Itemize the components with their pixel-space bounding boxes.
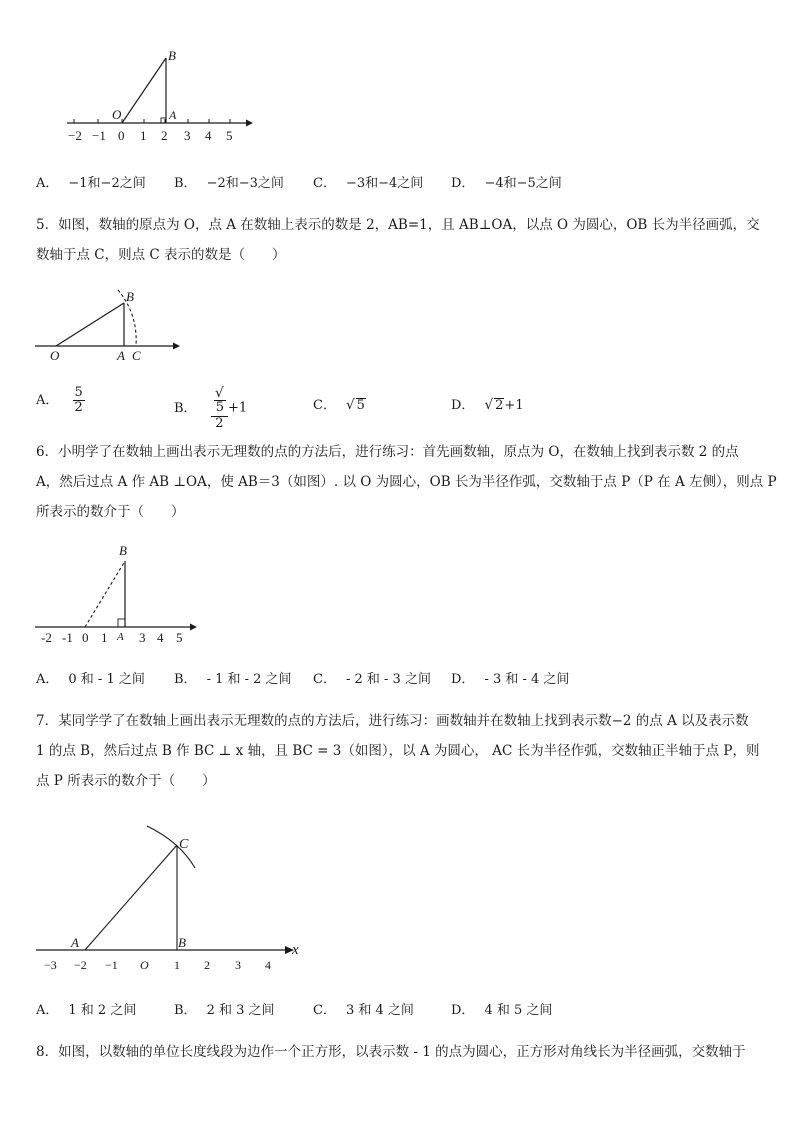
q5-figure-svg [30, 284, 190, 364]
q6-options [36, 668, 776, 690]
option-text: −4和−5之间 [484, 176, 562, 191]
q7-figure-svg [30, 820, 310, 975]
radical-icon: √ [214, 385, 224, 401]
q7-label-b: B [178, 935, 186, 950]
radicand: 2 [495, 398, 504, 413]
q4-tick-label: 5 [226, 128, 233, 143]
radical-icon: √ [484, 397, 494, 413]
q7-tick-label: 1 [174, 958, 180, 972]
option-tail: +1 [227, 400, 248, 416]
q6-label-b: B [119, 543, 127, 558]
radicand: 5 [356, 398, 365, 413]
q5-option-a[interactable] [36, 386, 85, 414]
q5-label-b: B [126, 289, 134, 304]
option-letter: C． [313, 1003, 336, 1018]
option-letter: B． [174, 400, 197, 416]
q4-number-line-figure [60, 44, 260, 144]
q6-tick-label: -2 [41, 630, 52, 645]
option-letter: A． [36, 392, 59, 408]
q4-options [36, 172, 776, 194]
option-letter: D． [451, 398, 475, 413]
q4-figure-svg [60, 44, 260, 144]
q7-axis-x-label: x [292, 942, 299, 958]
q4-option-b[interactable] [174, 172, 284, 191]
q8-question [36, 1037, 766, 1067]
q7-question [36, 706, 766, 796]
q5-label-c: C [132, 348, 141, 363]
q6-tick-label: 4 [157, 630, 164, 645]
q5-label-a: A [117, 348, 125, 363]
q6-tick-label: 5 [176, 630, 183, 645]
q5-label-o: O [50, 348, 60, 363]
q4-label-a: A [169, 108, 177, 122]
q7-line-3: 点 P 所表示的数介于（ ） [36, 773, 216, 789]
option-letter: C． [313, 398, 336, 413]
q7-option-c[interactable] [313, 999, 414, 1018]
q6-number-line-figure [30, 540, 210, 650]
option-text: - 2 和 - 3 之间 [345, 672, 431, 687]
option-text: - 1 和 - 2 之间 [206, 672, 292, 687]
q7-label-c: C [179, 837, 189, 852]
numerator [211, 386, 228, 417]
q5-line-2: 数轴于点 C，则点 C 表示的数是（ ） [36, 247, 286, 263]
option-text: 4 和 5 之间 [484, 1003, 553, 1018]
option-text: −2和−3之间 [206, 176, 284, 191]
q5-options [36, 382, 776, 431]
q6-tick-label: -1 [62, 630, 73, 645]
option-letter: A． [36, 1003, 59, 1018]
q7-tick-label: −2 [74, 958, 87, 972]
q7-tick-label: 2 [204, 958, 210, 972]
q6-option-d[interactable] [451, 668, 569, 687]
q7-tick-label: −3 [44, 958, 57, 972]
q5-figure [30, 284, 190, 364]
option-letter: D． [451, 672, 475, 687]
q4-tick-label: −2 [68, 128, 82, 143]
q4-tick-label: 3 [184, 128, 191, 143]
option-letter: B． [174, 672, 197, 687]
q6-tick-label: 3 [139, 630, 146, 645]
q4-option-c[interactable] [313, 172, 423, 191]
q5-option-c[interactable] [313, 394, 366, 413]
q5-option-d[interactable] [451, 394, 524, 413]
option-letter: B． [174, 176, 197, 191]
denominator: 2 [215, 415, 224, 431]
q4-option-a[interactable] [36, 172, 146, 191]
q7-line-2: 1 的点 B，然后过点 B 作 BC ⊥ x 轴，且 BC = 3（如图），以 A 为圆心， AC 长为半径作弧，交数轴正半轴于点 P，则 [36, 743, 760, 759]
q4-label-b: B [168, 48, 176, 63]
option-text: - 3 和 - 4 之间 [484, 672, 570, 687]
radicand: 5 [215, 400, 224, 416]
q7-option-a[interactable] [36, 999, 136, 1018]
q6-figure-svg [30, 540, 210, 650]
option-text: 2 和 3 之间 [206, 1003, 275, 1018]
q6-option-a[interactable] [36, 668, 145, 687]
q6-label-a: A [117, 631, 124, 643]
q7-line-1: 7．某同学学了在数轴上画出表示无理数的点的方法后，进行练习：画数轴并在数轴上找到表示数−2 的点 A 以及表示数 [36, 713, 749, 729]
q6-option-c[interactable] [313, 668, 431, 687]
option-letter: D． [451, 1003, 475, 1018]
option-text: −1和−2之间 [68, 176, 146, 191]
q7-option-d[interactable] [451, 999, 552, 1018]
option-letter: A． [36, 176, 59, 191]
option-letter: B． [174, 1003, 197, 1018]
q7-tick-label: 4 [265, 958, 271, 972]
q6-tick-label: 0 [82, 630, 89, 645]
q4-label-o: O [112, 107, 122, 122]
q6-question [36, 437, 777, 527]
q7-option-b[interactable] [174, 999, 275, 1018]
option-text: 3 和 4 之间 [345, 1003, 414, 1018]
q5-line-1: 5．如图，数轴的原点为 O，点 A 在数轴上表示的数是 2，AB=1，且 AB⊥OA，以点 O 为圆心，OB 长为半径画弧，交 [36, 217, 760, 233]
q4-option-d[interactable] [451, 172, 562, 191]
q6-line-1: 6．小明学了在数轴上画出表示无理数的点的方法后，进行练习：首先画数轴，原点为 O，在数轴上找到表示数 2 的点 [36, 444, 739, 460]
q7-tick-label: −1 [105, 958, 118, 972]
q7-number-line-figure [30, 820, 310, 975]
q6-line-2: A，然后过点 A 作 AB ⊥OA，使 AB＝3（如图）. 以 O 为圆心，OB 长为半径作弧，交数轴于点 P（P 在 A 左侧），则点 P [36, 474, 777, 490]
option-letter: D． [451, 176, 475, 191]
q7-origin-label: O [140, 958, 149, 972]
option-letter: C． [313, 672, 336, 687]
q4-tick-label: −1 [92, 128, 106, 143]
option-letter: C． [313, 176, 336, 191]
fraction [73, 386, 85, 414]
q6-option-b[interactable] [174, 668, 292, 687]
fraction [211, 386, 228, 430]
q4-tick-label: 2 [161, 128, 168, 143]
q4-tick-label: 0 [118, 128, 125, 143]
q6-tick-label: 1 [101, 630, 108, 645]
q7-tick-label: 3 [235, 958, 241, 972]
option-text: 0 和 - 1 之间 [68, 672, 145, 687]
option-tail: +1 [504, 398, 524, 413]
q5-question [36, 210, 766, 270]
q6-line-3: 所表示的数介于（ ） [36, 504, 185, 520]
radical-icon: √ [345, 397, 355, 413]
q4-tick-label: 1 [140, 128, 147, 143]
q5-option-b[interactable] [174, 386, 247, 430]
q4-tick-label: 4 [205, 128, 212, 143]
numerator: 5 [74, 385, 83, 400]
option-text: −3和−4之间 [345, 176, 424, 191]
q8-line-1: 8．如图，以数轴的单位长度线段为边作一个正方形，以表示数 - 1 的点为圆心，正方形对角线长为半径画弧，交数轴于 [36, 1044, 746, 1060]
q7-options [36, 999, 776, 1021]
option-text: 1 和 2 之间 [68, 1003, 137, 1018]
denominator: 2 [74, 399, 83, 415]
option-letter: A． [36, 672, 59, 687]
q7-label-a: A [71, 935, 79, 950]
